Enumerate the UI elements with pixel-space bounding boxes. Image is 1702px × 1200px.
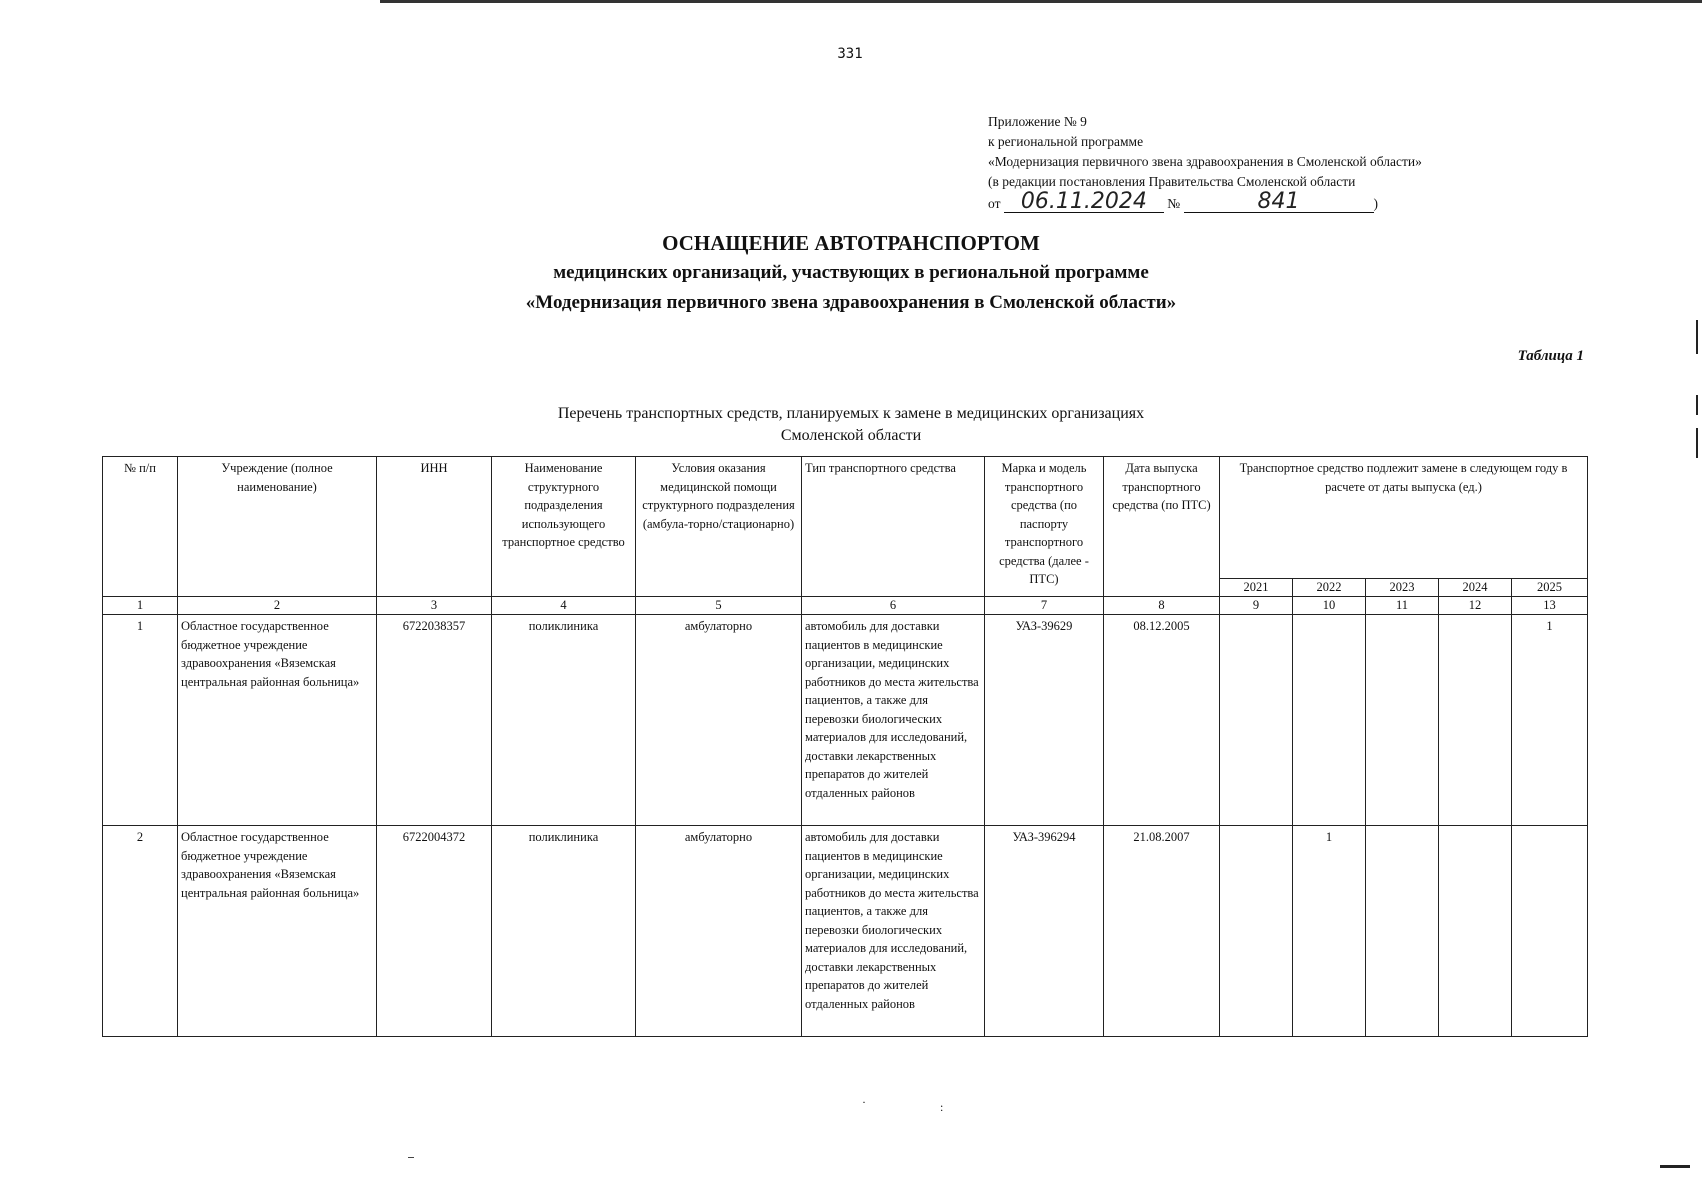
caption-line-1: Перечень транспортных средств, планируемых к замене в медицинских организациях (557, 405, 1145, 422)
row-conditions: амбулаторно (636, 615, 802, 826)
column-number: 2 (178, 597, 377, 615)
row-conditions: амбулаторно (636, 826, 802, 1037)
year-2025: 2025 (1512, 579, 1588, 597)
row-qty-2023 (1366, 826, 1439, 1037)
column-number: 7 (985, 597, 1104, 615)
row-release-date: 21.08.2007 (1104, 826, 1220, 1037)
table-label: Таблица 1 (1517, 348, 1584, 364)
column-number: 9 (1220, 597, 1293, 615)
column-number: 4 (492, 597, 636, 615)
page-number: 331 (837, 46, 863, 62)
table-header-row (103, 457, 1588, 579)
table-row (103, 615, 1588, 826)
appendix-resolution-line (988, 189, 1422, 214)
column-number: 8 (1104, 597, 1220, 615)
column-number: 12 (1439, 597, 1512, 615)
row-release-date: 08.12.2005 (1104, 615, 1220, 826)
header-replacement: Транспортное средство подлежит замене в следующем году в расчете от даты выпуска (ед.) (1220, 457, 1588, 579)
row-model: УАЗ-396294 (985, 826, 1104, 1037)
appendix-line-1: Приложение № 9 (988, 114, 1087, 129)
scan-dash (408, 1157, 414, 1158)
year-2021: 2021 (1220, 579, 1293, 597)
row-unit: поликлиника (492, 826, 636, 1037)
row-qty-2024 (1439, 826, 1512, 1037)
column-numbers-row (103, 597, 1588, 615)
year-2023: 2023 (1366, 579, 1439, 597)
row-inn: 6722004372 (377, 826, 492, 1037)
table-caption (0, 403, 1702, 447)
header-num: № п/п (103, 457, 178, 597)
header-vehicle-type: Тип транспортного средства (802, 457, 985, 597)
appendix-line-4: (в редакции постановления Правительства Смоленской области (988, 174, 1356, 189)
closing-paren: ) (1373, 196, 1378, 211)
scan-top-border (380, 0, 1702, 3)
year-2024: 2024 (1439, 579, 1512, 597)
row-qty-2023 (1366, 615, 1439, 826)
header-unit: Наименование структурного подразделения использующего транспортное средство (492, 457, 636, 597)
number-label: № (1167, 196, 1181, 211)
from-label: от (988, 196, 1001, 211)
document-title (0, 228, 1702, 318)
row-qty-2021 (1220, 826, 1293, 1037)
row-institution: Областное государственное бюджетное учреждение здравоохранения «Вяземская центральная районная больница» (178, 826, 377, 1037)
row-num: 1 (103, 615, 178, 826)
row-unit: поликлиника (492, 615, 636, 826)
row-institution: Областное государственное бюджетное учреждение здравоохранения «Вяземская центральная районная больница» (178, 615, 377, 826)
caption-line-2: Смоленской области (780, 427, 922, 444)
row-qty-2024 (1439, 615, 1512, 826)
row-qty-2021 (1220, 615, 1293, 826)
header-conditions: Условия оказания медицинской помощи структурного подразделения (амбула-торно/стационарно) (636, 457, 802, 597)
row-model: УАЗ-39629 (985, 615, 1104, 826)
year-2022: 2022 (1293, 579, 1366, 597)
vehicle-replacement-table (102, 456, 1588, 1037)
column-number: 3 (377, 597, 492, 615)
scan-edge-mark (1696, 395, 1698, 415)
row-inn: 6722038357 (377, 615, 492, 826)
resolution-date: 06.11.2024 (1004, 192, 1164, 213)
scan-edge-mark (1696, 428, 1698, 458)
row-num: 2 (103, 826, 178, 1037)
title-line-1: ОСНАЩЕНИЕ АВТОТРАНСПОРТОМ (662, 231, 1040, 255)
table-row (103, 826, 1588, 1037)
column-number: 10 (1293, 597, 1366, 615)
scan-dot: · (862, 1095, 866, 1109)
header-model: Марка и модель транспортного средства (по паспорту транспортного средства (далее - ПТС) (985, 457, 1104, 597)
column-number: 6 (802, 597, 985, 615)
row-qty-2025 (1512, 826, 1588, 1037)
title-line-3: «Модернизация первичного звена здравоохранения в Смоленской области» (525, 292, 1177, 313)
title-line-2: медицинских организаций, участвующих в региональной программе (553, 262, 1149, 283)
row-qty-2022: 1 (1293, 826, 1366, 1037)
appendix-line-2: к региональной программе (988, 134, 1144, 149)
appendix-block (988, 112, 1422, 214)
scan-edge-mark (1660, 1165, 1690, 1168)
column-number: 5 (636, 597, 802, 615)
header-inn: ИНН (377, 457, 492, 597)
column-number: 1 (103, 597, 178, 615)
scan-dots: : (940, 1100, 944, 1114)
scan-edge-mark (1696, 320, 1698, 354)
header-release-date: Дата выпуска транспортного средства (по ПТС) (1104, 457, 1220, 597)
row-vehicle-type: автомобиль для доставки пациентов в медицинские организации, медицинских работников до места жительства пациентов, а также для перевозки биологических материалов для исследований, доставки лекарственных препаратов до жителей отдаленных районов (802, 615, 985, 826)
row-qty-2022 (1293, 615, 1366, 826)
column-number: 13 (1512, 597, 1588, 615)
row-vehicle-type: автомобиль для доставки пациентов в медицинские организации, медицинских работников до места жительства пациентов, а также для перевозки биологических материалов для исследований, доставки лекарственных препаратов до жителей отдаленных районов (802, 826, 985, 1037)
appendix-line-3: «Модернизация первичного звена здравоохранения в Смоленской области» (988, 154, 1422, 169)
column-number: 11 (1366, 597, 1439, 615)
row-qty-2025: 1 (1512, 615, 1588, 826)
header-institution: Учреждение (полное наименование) (178, 457, 377, 597)
resolution-number: 841 (1184, 192, 1374, 213)
